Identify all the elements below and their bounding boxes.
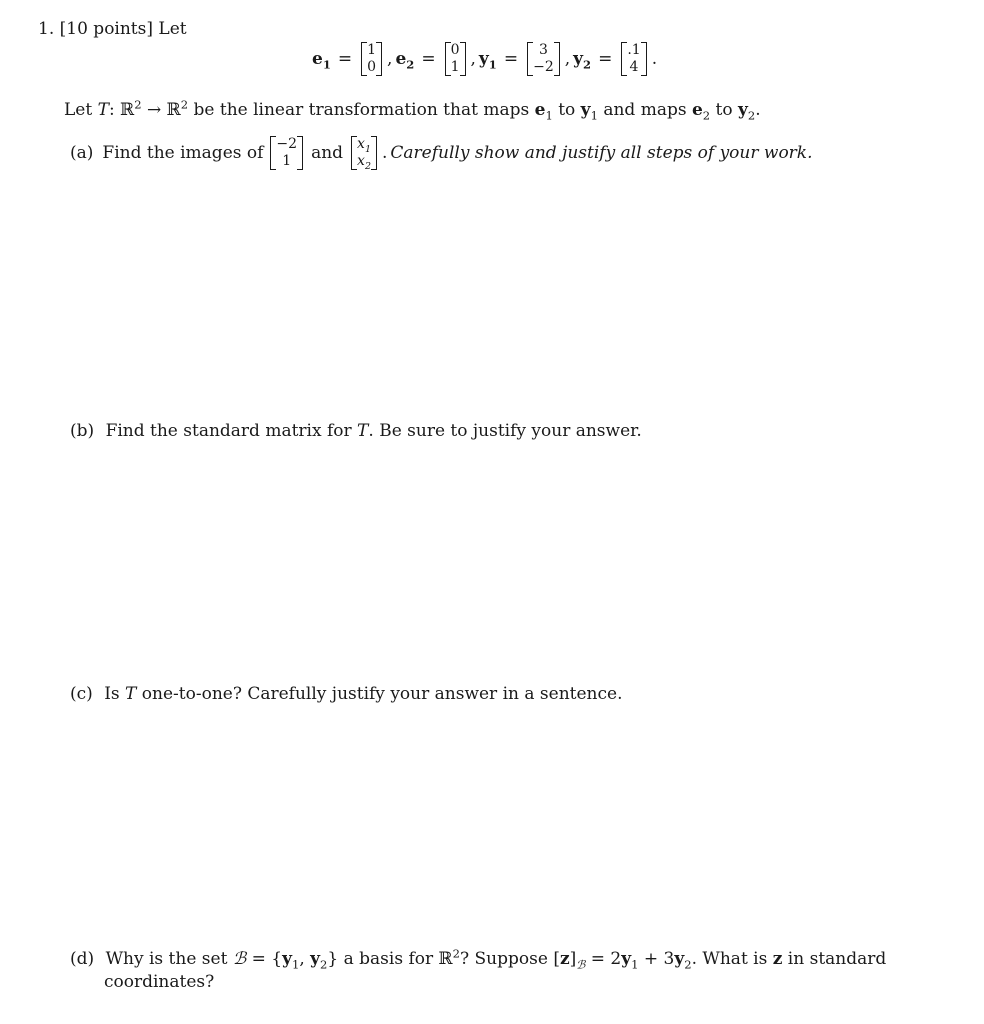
part-d: (d) Why is the set ℬ = {$y_1$, $y_2$} a basis for ℝ$^2$? Suppose $[z]_ℬ = 2y_1 + 3y_2$. What is z in standard bbox=[70, 946, 887, 972]
vec-e2-matrix: 0 1 bbox=[445, 42, 466, 76]
part-d-continuation: coordinates? bbox=[104, 972, 215, 992]
part-a-and: and bbox=[311, 143, 344, 163]
vec-y2-name: $y_2$ bbox=[573, 49, 592, 72]
problem-points: [10 points] bbox=[59, 19, 153, 39]
problem-number: 1. bbox=[38, 19, 55, 39]
vec-y1-matrix: 3 −2 bbox=[527, 42, 560, 76]
part-a-vector-1: −2 1 bbox=[270, 136, 303, 170]
vector-definitions: $e_1$ = 1 0 , $e_2$ = 0 1 , $y_1$ = 3 −2 , $y_2$ = .1 4 . bbox=[312, 42, 658, 75]
vec-e1-name: $e_1$ bbox=[312, 49, 331, 72]
part-a-text: Find the images of bbox=[102, 143, 264, 163]
part-c: (c) Is T one-to-one? Carefully justify your answer in a sentence. bbox=[70, 684, 623, 704]
vec-e1-matrix: 1 0 bbox=[361, 42, 382, 76]
problem-lead: Let bbox=[158, 19, 187, 39]
part-a-label: (a) bbox=[70, 143, 94, 163]
part-a-vector-x: $x_1$ $x_2$ bbox=[351, 136, 377, 170]
vec-e2-name: $e_2$ bbox=[395, 49, 415, 72]
part-a-instruction: Carefully show and justify all steps of your work. bbox=[390, 143, 813, 163]
transformation-statement: Let T: ℝ$^2$ → ℝ$^2$ be the linear transformation that maps $e_1$ to $y_1$ and maps $e_2$ to $y_2$. bbox=[64, 97, 761, 123]
part-a: (a) Find the images of −2 1 and $x_1$ $x_2$ . Carefully show and justify all steps of your work. bbox=[70, 136, 813, 172]
problem-header bbox=[38, 19, 187, 39]
vec-y1-name: $y_1$ bbox=[478, 49, 497, 72]
part-c-label: (c) bbox=[70, 684, 93, 704]
part-d-label: (d) bbox=[70, 949, 95, 969]
part-b-label: (b) bbox=[70, 421, 95, 441]
part-b: (b) Find the standard matrix for T. Be sure to justify your answer. bbox=[70, 421, 642, 441]
vec-y2-matrix: .1 4 bbox=[621, 42, 646, 76]
